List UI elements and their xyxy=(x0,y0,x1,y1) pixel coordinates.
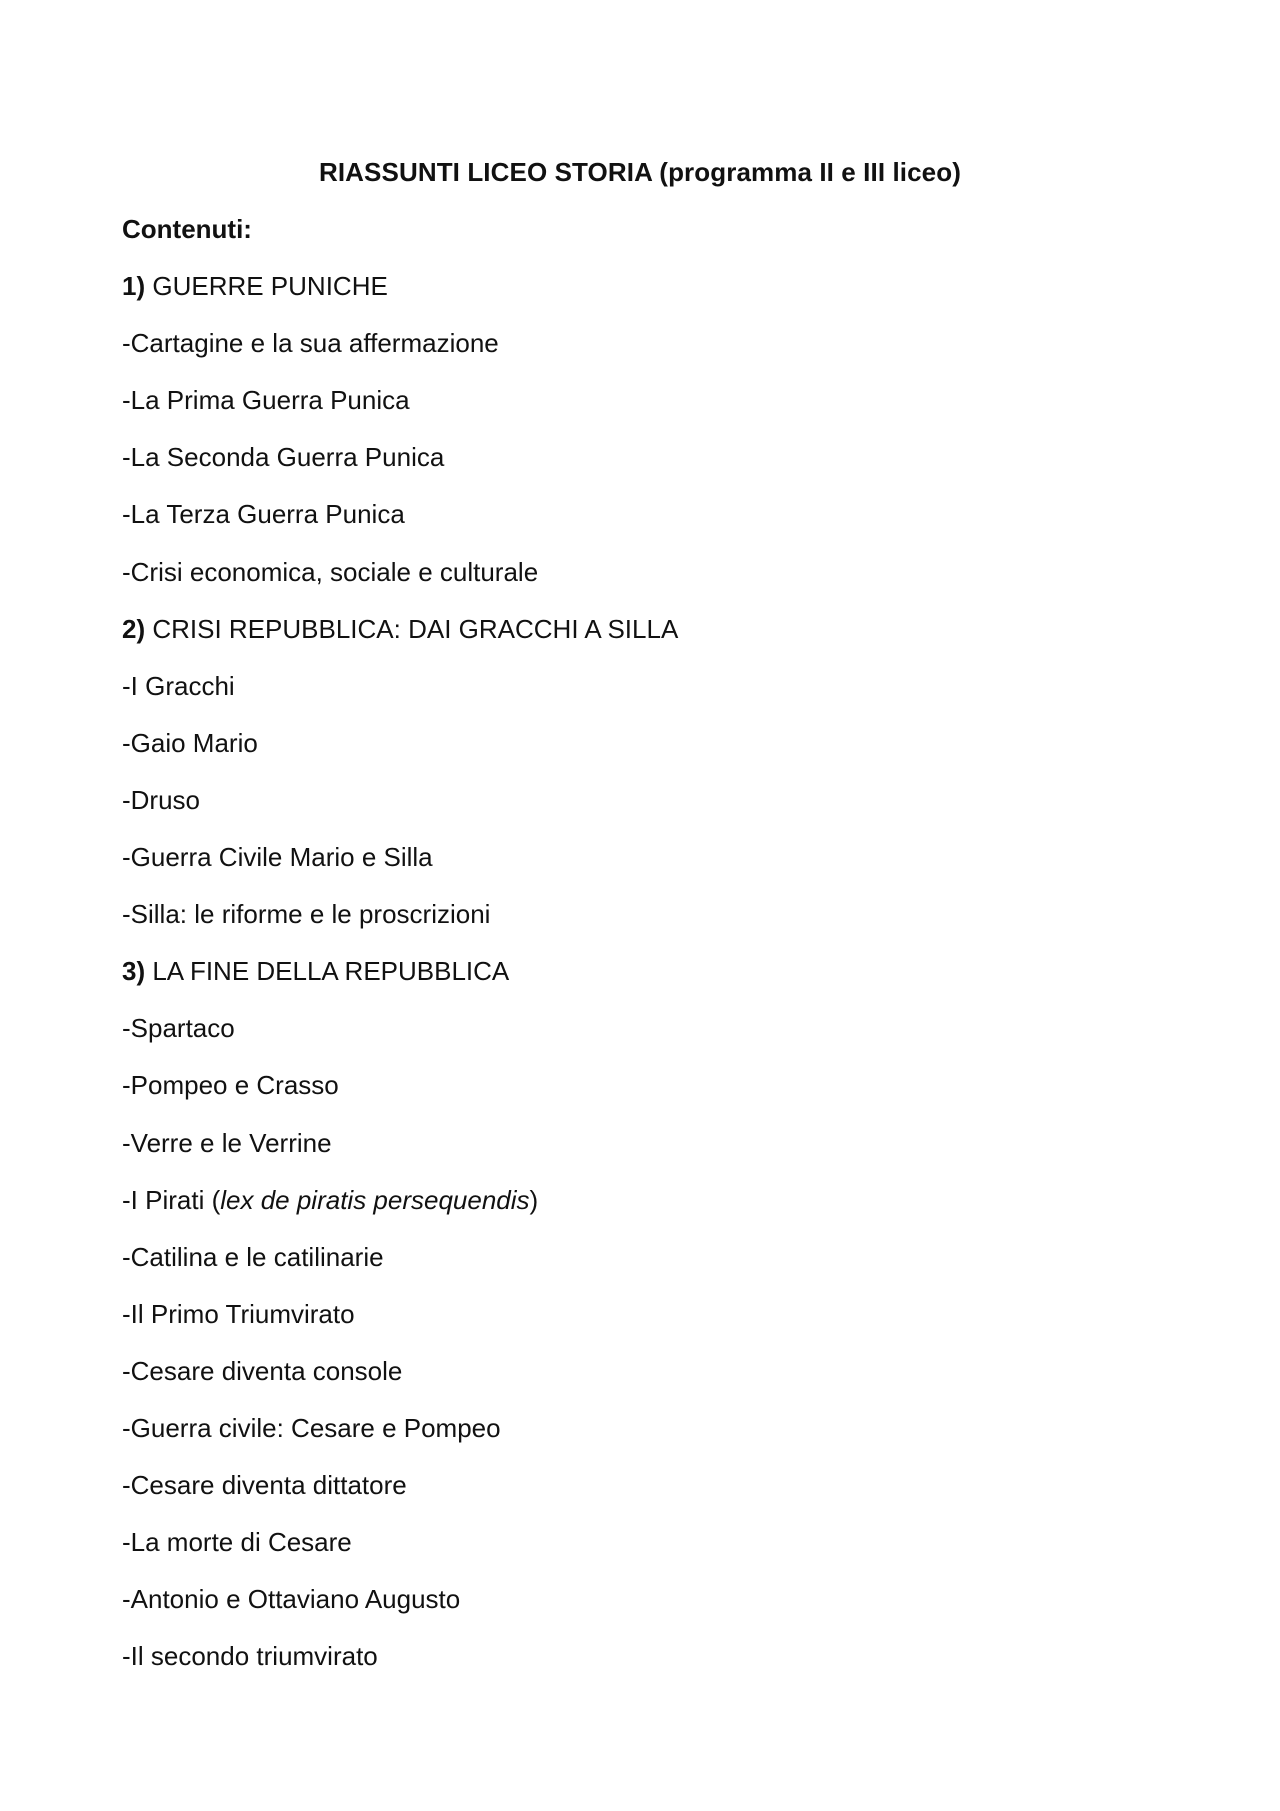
section-title: LA FINE DELLA REPUBBLICA xyxy=(145,956,510,987)
section-heading-1 xyxy=(122,269,1162,326)
list-item: -Verre e le Verrine xyxy=(122,1127,332,1158)
list-item: -Il secondo triumvirato xyxy=(122,1641,378,1672)
list-item: -Crisi economica, sociale e culturale xyxy=(122,556,539,587)
list-item: -La Prima Guerra Punica xyxy=(122,385,410,416)
list-item: -Pompeo e Crasso xyxy=(122,1070,339,1101)
pirati-prefix: -I Pirati ( xyxy=(122,1184,221,1215)
list-item: -La morte di Cesare xyxy=(122,1527,352,1558)
list-item: -Cesare diventa console xyxy=(122,1355,403,1386)
list-item: -Il Primo Triumvirato xyxy=(122,1298,355,1329)
section-number: 1) xyxy=(122,271,146,302)
list-item: -La Seconda Guerra Punica xyxy=(122,442,445,473)
section-heading-2 xyxy=(122,612,1162,669)
pirati-suffix: ) xyxy=(529,1184,539,1215)
list-item: -Guerra Civile Mario e Silla xyxy=(122,842,433,873)
document-title: RIASSUNTI LICEO STORIA (programma II e III liceo) xyxy=(318,157,961,187)
pirati-law-name: lex de piratis persequendis xyxy=(220,1184,530,1215)
list-item: -Silla: le riforme e le proscrizioni xyxy=(122,899,491,930)
section-number: 3) xyxy=(122,956,146,987)
list-item: -Druso xyxy=(122,784,201,815)
list-item: -Cesare diventa dittatore xyxy=(122,1470,407,1501)
list-item: -La Terza Guerra Punica xyxy=(122,499,405,530)
list-item: -I Gracchi xyxy=(122,670,235,701)
section-heading-3 xyxy=(122,954,1162,1011)
list-item: -Spartaco xyxy=(122,1013,235,1044)
list-item: -Antonio e Ottaviano Augusto xyxy=(122,1584,461,1615)
list-item: -Guerra civile: Cesare e Pompeo xyxy=(122,1412,501,1443)
contents-heading: Contenuti: xyxy=(122,214,252,244)
list-item: -Cartagine e la sua affermazione xyxy=(122,328,499,359)
list-item: -Catilina e le catilinarie xyxy=(122,1241,384,1272)
section-number: 2) xyxy=(122,613,146,644)
section-title: GUERRE PUNICHE xyxy=(145,271,388,302)
section-title: CRISI REPUBBLICA: DAI GRACCHI A SILLA xyxy=(145,613,679,644)
document-content xyxy=(122,212,1162,1696)
list-item: -Gaio Mario xyxy=(122,727,258,758)
list-item-pirati xyxy=(122,1183,1162,1240)
